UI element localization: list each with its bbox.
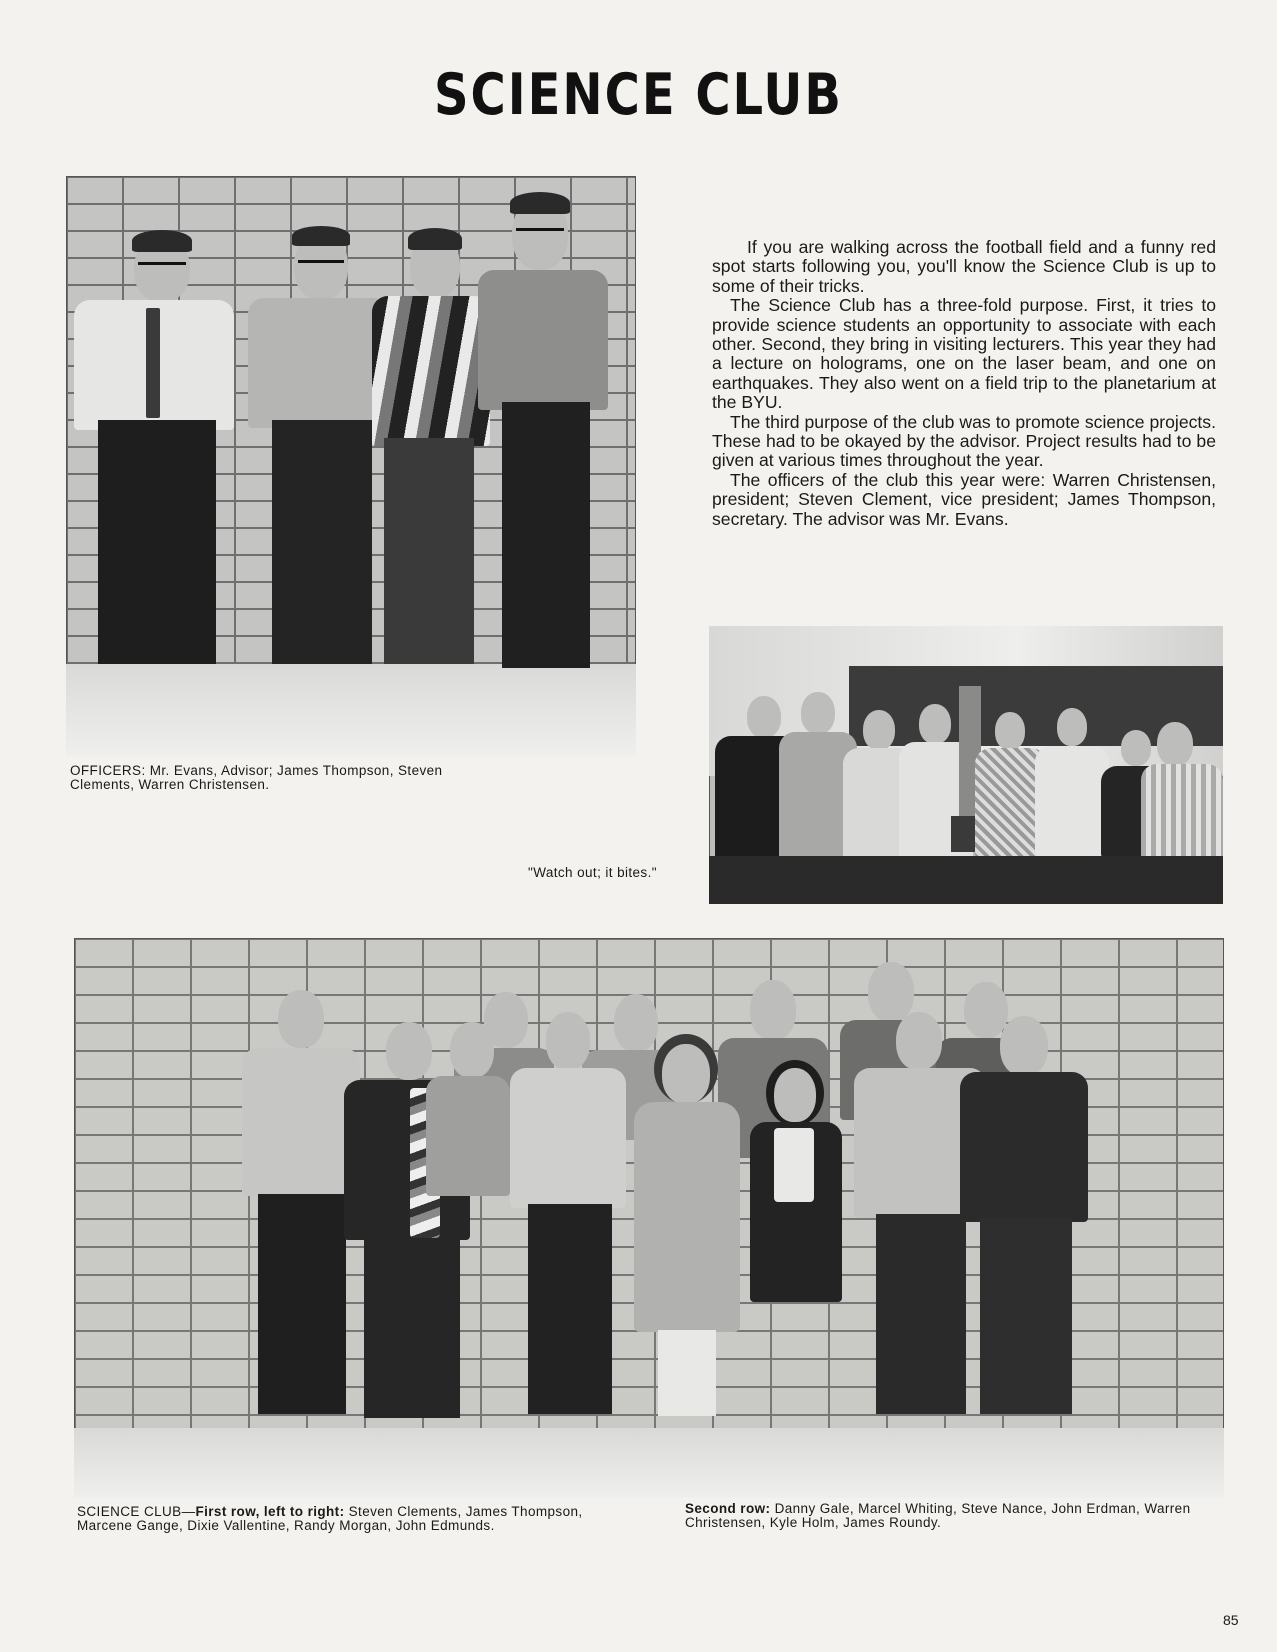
article-paragraph: The officers of the club this year were: Warren Christensen, president; Steven Clement, vice president; James Thompson, secretary. The advisor was Mr. Evans. [712,469,1216,529]
officers-photo [66,176,636,756]
article-paragraph: The Science Club has a three-fold purpose. First, it tries to provide science students an opportunity to associate with each other. Second, they bring in visiting lecturers. This year they had a lecture on holograms, one on the laser beam, and one on earthquakes. They also went on a field trip to the planetarium at the BYU. [712,295,1216,413]
officers-caption [70,764,470,792]
group-caption-first-row [77,1505,617,1533]
second-row-label: Second row: [685,1501,771,1516]
lab-caption: "Watch out; it bites." [528,865,657,880]
article-text [712,238,1216,529]
first-row-names: Steven Clements, James Thompson, Marcene Gange, Dixie Vallentine, Randy Morgan, John Edmunds. [77,1504,583,1533]
second-row-names: Danny Gale, Marcel Whiting, Steve Nance, John Erdman, Warren Christensen, Kyle Holm, James Roundy. [685,1501,1191,1530]
officers-caption-label: OFFICERS: [70,763,146,778]
article-paragraph: The third purpose of the club was to promote science projects. These had to be okayed by the advisor. Project results had to be given at various times throughout the year. [712,411,1216,471]
lab-photo [709,626,1223,904]
group-caption-prefix: SCIENCE CLUB— [77,1504,196,1519]
group-caption-second-row [685,1502,1225,1530]
page-title: SCIENCE CLUB [433,62,843,129]
page-number: 85 [1223,1612,1239,1628]
officers-caption-text: Mr. Evans, Advisor; James Thompson, Steven Clements, Warren Christensen. [70,763,443,792]
article-paragraph: If you are walking across the football field and a funny red spot starts following you, you'll know the Science Club is up to some of their tricks. [712,237,1216,296]
group-photo [74,938,1224,1498]
first-row-label: First row, left to right: [195,1504,345,1519]
